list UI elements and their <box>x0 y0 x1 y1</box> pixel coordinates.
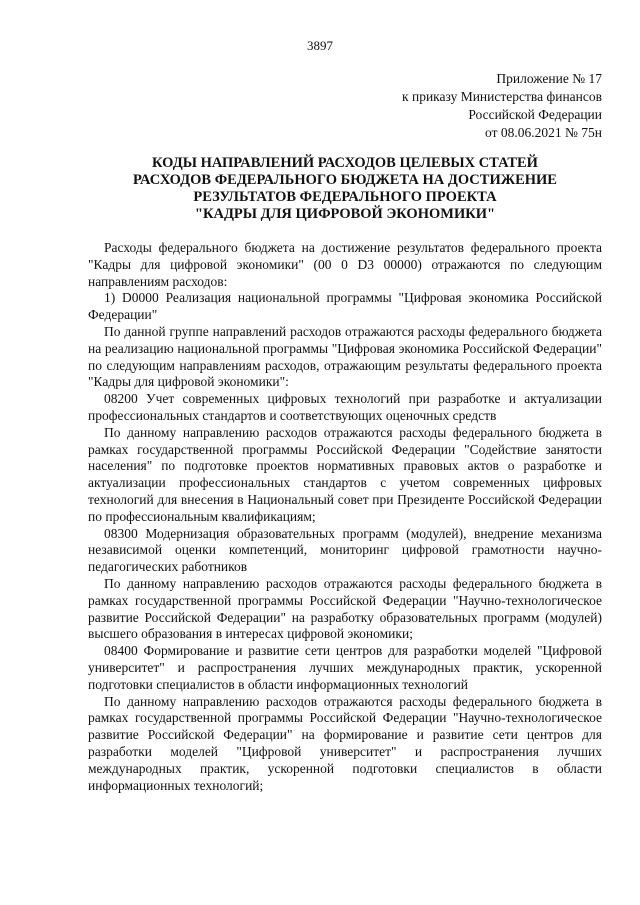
paragraph-code-08400: 08400 Формирование и развитие сети центров для разработки моделей "Цифровой университет" и распространения лучших международных практик, ускоренной подготовки специалистов в области информационных технологий <box>88 643 602 692</box>
paragraph-code-08200: 08200 Учет современных цифровых технологий при разработке и актуализации профессиональных стандартов и соответствующих оценочных средств <box>88 391 602 423</box>
paragraph-code-08300: 08300 Модернизация образовательных программ (модулей), внедрение механизма независимой оценки компетенций, мониторинг цифровой грамотности научно-педагогических работников <box>88 525 602 575</box>
document-title <box>88 155 602 223</box>
page-number: 3897 <box>307 38 333 53</box>
annex-line-date: от 08.06.2021 № 75н <box>485 125 602 140</box>
title-line: РАСХОДОВ ФЕДЕРАЛЬНОГО БЮДЖЕТА НА ДОСТИЖЕНИЕ <box>133 172 557 188</box>
paragraph-code-08400-description: По данному направлению расходов отражаются расходы федерального бюджета в рамках государственной программы Российской Федерации "Научно-технологическое развитие Российской Федерации" на формирование и развитие сети центров для разработки моделей "Цифровой университет" и распространения лучших международных практик, ускоренной подготовки специалистов в области информационных технологий; <box>88 693 602 793</box>
title-line: РЕЗУЛЬТАТОВ ФЕДЕРАЛЬНОГО ПРОЕКТА <box>193 189 497 205</box>
paragraph-group-d0000: 1) D0000 Реализация национальной программы "Цифровая экономика Российской Федерации" <box>88 290 602 323</box>
annex-line-order: к приказу Министерства финансов <box>402 89 602 104</box>
annex-line-country: Российской Федерации <box>468 107 602 122</box>
annex-block <box>402 70 602 142</box>
annex-line-number: Приложение № 17 <box>496 71 602 86</box>
paragraph-group-description: По данной группе направлений расходов отражаются расходы федерального бюджета на реализацию национальной программы "Цифровая экономика Российской Федерации" по следующим направлениям расходов, отражающим результаты федерального проекта "Кадры для цифровой экономики": <box>88 323 602 390</box>
title-line: КОДЫ НАПРАВЛЕНИЙ РАСХОДОВ ЦЕЛЕВЫХ СТАТЕЙ <box>152 155 538 171</box>
document-body <box>88 240 602 794</box>
title-line: "КАДРЫ ДЛЯ ЦИФРОВОЙ ЭКОНОМИКИ" <box>194 206 496 222</box>
paragraph-code-08200-description: По данному направлению расходов отражаются расходы федерального бюджета в рамках государственной программы Российской Федерации "Содействие занятости населения" по подготовке проектов нормативных правовых актов о разработке и актуализации профессиональных стандартов с учетом современных цифровых технологий для внесения в Национальный совет при Президенте Российской Федерации по профессиональным квалификациям; <box>88 424 602 524</box>
paragraph-code-08300-description: По данному направлению расходов отражаются расходы федерального бюджета в рамках государственной программы Российской Федерации "Научно-технологическое развитие Российской Федерации" на разработку образовательных программ (модулей) высшего образования в интересах цифровой экономики; <box>88 575 602 642</box>
paragraph-intro: Расходы федерального бюджета на достижение результатов федерального проекта "Кадры для цифровой экономики" (00 0 D3 00000) отражаются по следующим направлениям расходов: <box>88 240 602 289</box>
